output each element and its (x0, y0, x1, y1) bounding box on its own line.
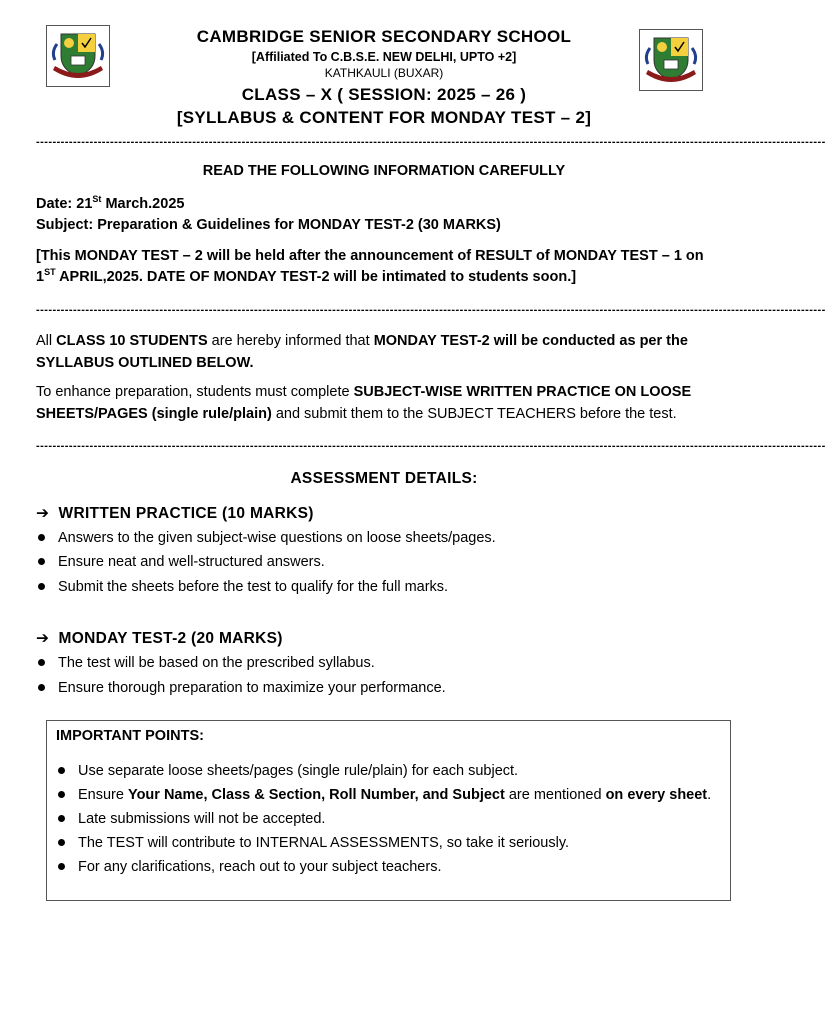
monday-test-heading: ➔ MONDAY TEST-2 (20 MARKS) (36, 630, 283, 647)
notice-subject: Subject: Preparation & Guidelines for MONDAY TEST-2 (30 MARKS) (36, 217, 501, 233)
bullet-icon (38, 583, 45, 590)
list-item: The TEST will contribute to INTERNAL ASSESSMENTS, so take it seriously. (56, 833, 569, 853)
bullet-icon (38, 684, 45, 691)
assessment-heading: ASSESSMENT DETAILS: (290, 470, 478, 487)
arrow-right-icon: ➔ (36, 505, 50, 522)
bullet-icon (58, 839, 65, 846)
list-item: Use separate loose sheets/pages (single rule/plain) for each subject. (56, 761, 518, 781)
bullet-icon (38, 534, 45, 541)
important-heading: IMPORTANT POINTS: (56, 728, 204, 744)
bullet-icon (58, 767, 65, 774)
bullet-icon (38, 558, 45, 565)
divider-line: ------------------------------------------------------------------------------------------------------------------------------------------------------------------------------------------------ (36, 304, 826, 316)
list-item: Ensure Your Name, Class & Section, Roll Number, and Subject are mentioned on every sheet. (56, 785, 711, 805)
schedule-line-2: 1ST APRIL,2025. DATE OF MONDAY TEST-2 will be intimated to students soon.] (36, 267, 577, 285)
bullet-icon (58, 791, 65, 798)
written-practice-heading: ➔ WRITTEN PRACTICE (10 MARKS) (36, 505, 314, 522)
list-item: Answers to the given subject-wise questions on loose sheets/pages. (36, 528, 496, 548)
bullet-icon (58, 863, 65, 870)
location-line: KATHKAULI (BUXAR) (324, 66, 444, 80)
bullet-icon (58, 815, 65, 822)
notice-date: Date: 21St March.2025 (36, 194, 185, 212)
notice-heading: READ THE FOLLOWING INFORMATION CAREFULLY (202, 163, 566, 179)
divider-line: ------------------------------------------------------------------------------------------------------------------------------------------------------------------------------------------------ (36, 440, 826, 452)
bullet-icon (38, 659, 45, 666)
info-paragraph-2: To enhance preparation, students must complete SUBJECT-WISE WRITTEN PRACTICE ON LOOSE SHEETS/PAGES (single rule/plain) and submit them to the SUBJECT TEACHERS before the test. (36, 384, 692, 422)
list-item: Late submissions will not be accepted. (56, 809, 325, 829)
list-item: Ensure neat and well-structured answers. (36, 552, 325, 572)
document-title: [SYLLABUS & CONTENT FOR MONDAY TEST – 2] (176, 108, 592, 127)
list-item: Ensure thorough preparation to maximize your performance. (36, 678, 446, 698)
school-name: CAMBRIDGE SENIOR SECONDARY SCHOOL (196, 27, 572, 46)
affiliation-line: [Affiliated To C.B.S.E. NEW DELHI, UPTO +2] (251, 50, 517, 64)
list-item: Submit the sheets before the test to qualify for the full marks. (36, 577, 448, 597)
list-item: For any clarifications, reach out to your subject teachers. (56, 857, 441, 877)
info-paragraph-1: All CLASS 10 STUDENTS are hereby informed that MONDAY TEST-2 will be conducted as per the SYLLABUS OUTLINED BELOW. (36, 333, 688, 371)
list-item: The test will be based on the prescribed syllabus. (36, 653, 375, 673)
class-session-line: CLASS – X ( SESSION: 2025 – 26 ) (241, 85, 527, 104)
schedule-line-1: [This MONDAY TEST – 2 will be held after the announcement of RESULT of MONDAY TEST – 1 on (36, 248, 704, 264)
arrow-right-icon: ➔ (36, 630, 50, 647)
divider-line: ------------------------------------------------------------------------------------------------------------------------------------------------------------------------------------------------ (36, 136, 826, 148)
